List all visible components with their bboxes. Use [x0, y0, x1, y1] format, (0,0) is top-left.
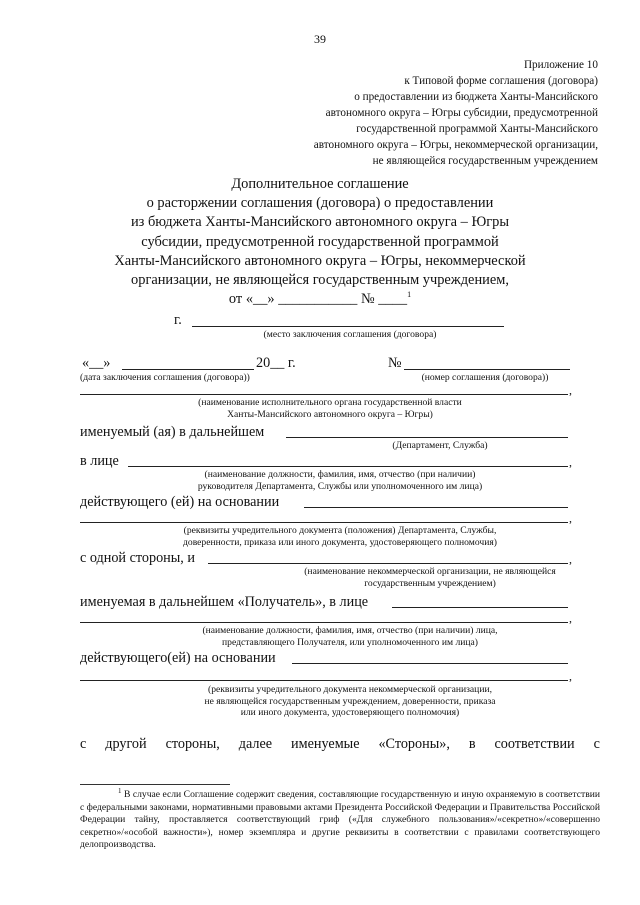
- organization-field[interactable]: [208, 563, 568, 564]
- appendix-line: государственной программой Ханты-Мансийского: [356, 123, 598, 135]
- title-line: организации, не являющейся государственным учреждением,: [131, 272, 509, 289]
- recipient-basis-caption: [140, 684, 560, 719]
- caption-line: (наименование должности, фамилия, имя, отчество (при наличии) лица,: [202, 625, 498, 636]
- appendix-line: Приложение 10: [523, 59, 598, 71]
- body-word: стороны,: [165, 736, 220, 752]
- appendix-line: автономного округа – Югры субсидии, предусмотренной: [325, 107, 598, 119]
- body-word: далее: [238, 736, 273, 752]
- basis-label: действующего (ей) на основании: [80, 494, 280, 510]
- caption-line: руководителя Департамента, Службы или уполномоченного им лица): [197, 480, 483, 492]
- title-line: о расторжении соглашения (договора) о предоставлении: [146, 195, 494, 212]
- caption-line: или иного документа, удостоверяющего полномочия): [240, 707, 460, 718]
- appendix-line: к Типовой форме соглашения (договора): [404, 75, 598, 87]
- title-line: субсидии, предусмотренной государственной программой: [141, 233, 499, 250]
- comma: ,: [569, 611, 572, 625]
- number-sign: №: [388, 355, 402, 371]
- person-field[interactable]: [128, 466, 568, 467]
- appendix-line: не являющейся государственным учреждением: [372, 155, 598, 167]
- recipient-field[interactable]: [392, 607, 568, 608]
- caption-line: представляющего Получателя, или уполномоченного им лица): [222, 636, 478, 648]
- named-caption: (Департамент, Служба): [392, 440, 488, 451]
- appendix-header: [268, 57, 598, 169]
- comma: ,: [569, 669, 572, 683]
- side-label: с одной стороны, и: [80, 550, 195, 566]
- recipient-basis-label: действующего(ей) на основании: [80, 650, 276, 666]
- caption-line: государственным учреждением): [364, 577, 496, 589]
- organization-caption: [260, 566, 600, 589]
- body-word: «Стороны»,: [378, 736, 450, 752]
- body-word: в: [468, 736, 476, 752]
- date-day: «__»: [82, 355, 111, 371]
- person-caption: [150, 469, 530, 492]
- date-year: 20__ г.: [256, 355, 296, 371]
- caption-line: Ханты-Мансийского автономного округа – Югры): [227, 408, 433, 420]
- city-caption: (место заключения соглашения (договора): [263, 329, 437, 340]
- title-line: Дополнительное соглашение: [231, 176, 409, 192]
- city-prefix: г.: [174, 312, 182, 328]
- title-line: Ханты-Мансийского автономного округа – Югры, некоммерческой: [114, 252, 526, 269]
- recipient-field-2[interactable]: [80, 622, 568, 623]
- named-label: именуемый (ая) в дальнейшем: [80, 424, 265, 440]
- number-caption: (номер соглашения (договора)): [421, 372, 549, 383]
- date-field[interactable]: [122, 369, 254, 370]
- footnote-divider: [80, 784, 230, 785]
- named-field[interactable]: [286, 437, 568, 438]
- footnote-text: В случае если Соглашение содержит сведения, составляющие государственную и иную охраняемую в соответствии с федеральными законами, нормативными правовыми актами Президента Российской Федерации и Правительства Российской Федерации тайну, проставляется соответствующий гриф («Для служебного пользования»/«секретно»/«совершенно секретно»/«особой важности»), номер экземпляра и другие реквизиты в соответствии с правилами соответствующего делопроизводства.: [80, 789, 600, 850]
- number-field[interactable]: [404, 369, 570, 370]
- city-field[interactable]: [192, 326, 504, 327]
- authority-field[interactable]: [80, 394, 568, 395]
- date-caption: (дата заключения соглашения (договора)): [80, 372, 250, 383]
- basis-field-2[interactable]: [80, 522, 568, 523]
- recipient-basis-field-2[interactable]: [80, 680, 568, 681]
- caption-line: (реквизиты учредительного документа некоммерческой организации,: [208, 684, 492, 695]
- caption-line: (наименование должности, фамилия, имя, отчество (при наличии): [204, 469, 476, 480]
- title-date-text: от «__» ___________ № ____: [228, 291, 408, 308]
- body-word: соответствии: [494, 736, 575, 752]
- page-number: 39: [314, 32, 326, 46]
- body-word: другой: [105, 736, 147, 752]
- caption-line: (наименование некоммерческой организации, не являющейся: [304, 566, 556, 577]
- title-date-line: [40, 290, 600, 309]
- caption-line: (наименование исполнительного органа государственной власти: [198, 397, 462, 408]
- caption-line: не являющейся государственным учреждением, доверенности, приказа: [204, 695, 496, 707]
- person-label: в лице: [80, 453, 119, 469]
- comma: ,: [569, 511, 572, 525]
- footnote-ref: 1: [407, 290, 412, 300]
- footnote-mark: 1: [118, 786, 122, 795]
- comma: ,: [569, 455, 572, 469]
- comma: ,: [569, 552, 572, 566]
- recipient-caption: [150, 625, 550, 648]
- comma: ,: [569, 383, 572, 397]
- recipient-basis-field[interactable]: [292, 663, 568, 664]
- recipient-label: именуемая в дальнейшем «Получатель», в лице: [80, 594, 369, 610]
- appendix-line: автономного округа – Югры, некоммерческой организации,: [313, 139, 598, 151]
- appendix-line: о предоставлении из бюджета Ханты-Мансийского: [354, 91, 598, 103]
- document-title: [40, 175, 600, 309]
- body-text-line: [80, 736, 600, 753]
- title-line: из бюджета Ханты-Мансийского автономного округа – Югры: [130, 214, 510, 231]
- footnote: [80, 786, 600, 852]
- caption-line: доверенности, приказа или иного документа, удостоверяющего полномочия): [183, 536, 497, 548]
- body-word: с: [593, 736, 600, 752]
- basis-caption: [130, 525, 550, 548]
- body-word: именуемые: [291, 736, 360, 752]
- body-word: с: [80, 736, 87, 752]
- authority-caption: [130, 397, 530, 420]
- basis-field[interactable]: [304, 507, 568, 508]
- caption-line: (реквизиты учредительного документа (положения) Департамента, Службы,: [183, 525, 497, 536]
